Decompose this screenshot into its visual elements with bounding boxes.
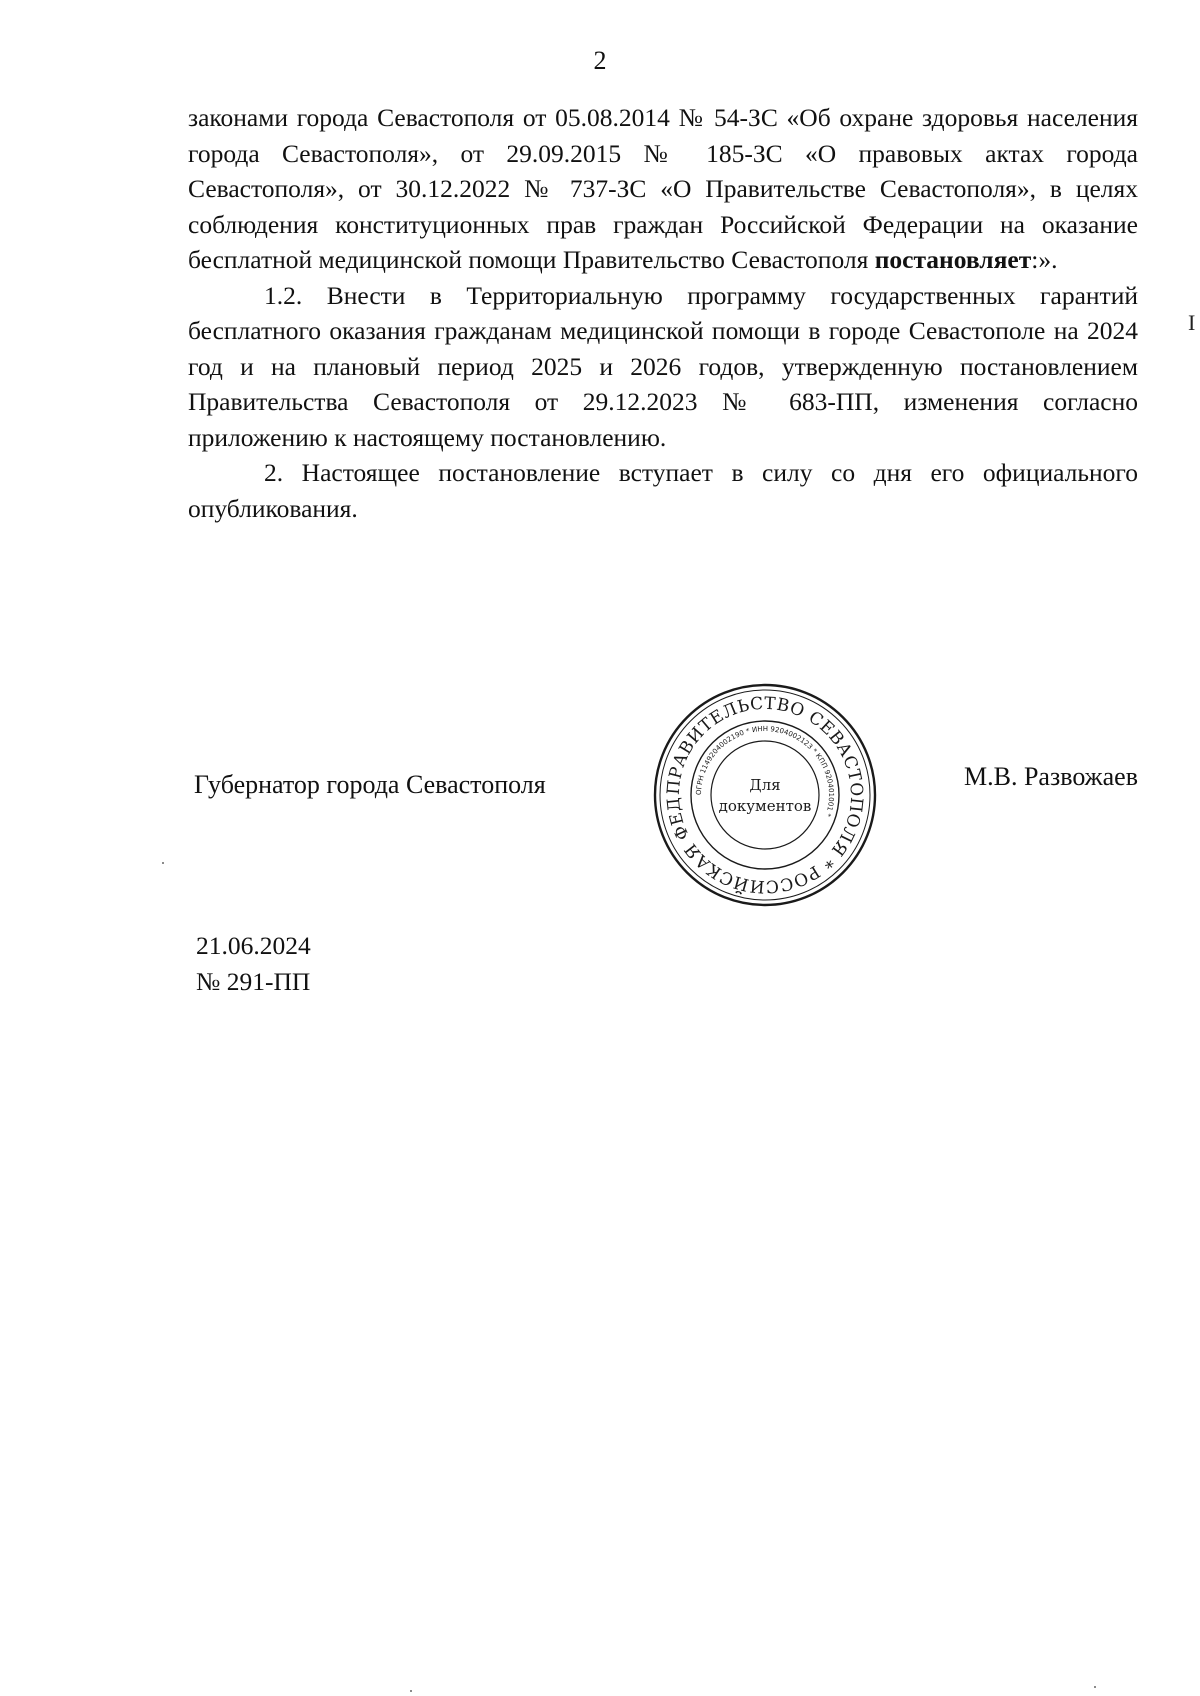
seal-center-line-1: Для [749, 776, 781, 794]
seal-outer-ring [655, 685, 875, 905]
paragraph-1-2: 1.2. Внести в Территориальную программу государственных гарантий бесплатного оказания гражданам медицинской помощи в городе Севастополе на 2024 год и на плановый период 2025 и 2026 годов, утвержденную постановлением Правительства Севастополя от 29.12.2023 № 683-ПП, изменения согласно приложению к настоящему постановлению. [188, 280, 1138, 452]
paragraph-2: 2. Настоящее постановление вступает в силу со дня его официального опубликования. [188, 458, 1138, 523]
official-seal-stamp [650, 680, 880, 910]
paragraph-tail: :». [1031, 245, 1058, 274]
page-number: 2 [593, 46, 607, 75]
signer-name: М.В. Развожаев [963, 762, 1138, 791]
document-number: № 291-ПП [196, 967, 311, 996]
margin-mark: I [1188, 310, 1196, 335]
seal-graphic [650, 680, 880, 910]
document-date: 21.06.2024 [196, 931, 311, 960]
seal-middle-ring [691, 721, 839, 869]
scan-speck [1094, 1686, 1096, 1688]
seal-inner-ring [711, 741, 819, 849]
paragraph-continuation [188, 100, 1138, 278]
resolution-word: постановляет [874, 245, 1032, 274]
document-body [188, 100, 1138, 526]
seal-outer-text: ПРАВИТЕЛЬСТВО СЕВАСТОПОЛЯ * РОССИЙСКАЯ ФЕД [663, 693, 867, 897]
seal-center-line-2: документов [718, 797, 812, 815]
signer-title: Губернатор города Севастополя [194, 770, 546, 799]
paragraph-text: законами города Севастополя от 05.08.2014 № 54-ЗС «Об охране здоровья населения города Севастополя», от 29.09.2015 № 185-ЗС «О правовых актах города Севастополя», от 30.12.2022 № 737-ЗС «О Правительстве Севастополя», в целях соблюдения конституционных прав граждан Российской Федерации на оказание бесплатной медицинской помощи Правительство Севастополя [188, 103, 1138, 274]
document-registration [196, 928, 311, 1000]
scan-speck [410, 1690, 412, 1692]
scan-speck [162, 862, 164, 864]
seal-inner-text: ОГРН 1149204002190 * ИНН 9204002123 * КПП 920401001 * [694, 724, 836, 818]
